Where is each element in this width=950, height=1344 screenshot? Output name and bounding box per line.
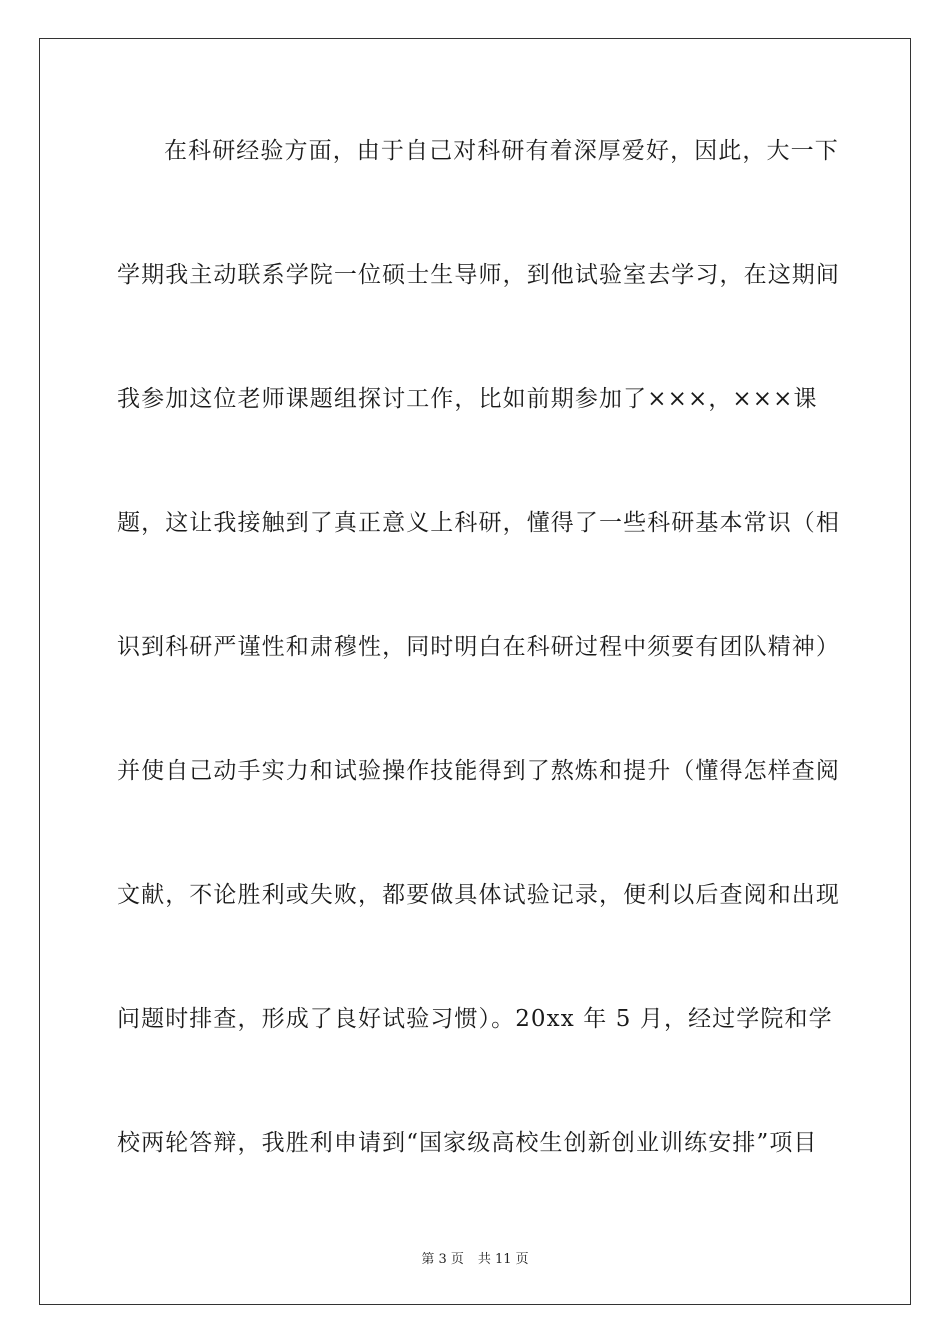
paragraph-line: 我参加这位老师课题组探讨工作，比如前期参加了×××，×××课 [117, 386, 818, 412]
paragraph-line: 学期我主动联系学院一位硕士生导师，到他试验室去学习，在这期间 [117, 262, 840, 288]
paragraph-line: 问题时排查，形成了良好试验习惯）。20xx 年 5 月，经过学院和学 [117, 1006, 833, 1032]
page-number: 第 3 页 [421, 1252, 464, 1267]
paragraph-line: 校两轮答辩，我胜利申请到“国家级高校生创新创业训练安排”项目 [117, 1130, 818, 1156]
paragraph-line: 题，这让我接触到了真正意义上科研，懂得了一些科研基本常识（相 [117, 510, 840, 536]
paragraph-line: 识到科研严谨性和肃穆性，同时明白在科研过程中须要有团队精神） [117, 634, 840, 660]
paragraph-line: 文献，不论胜利或失败，都要做具体试验记录，便利以后查阅和出现 [117, 882, 840, 908]
page-total: 共 11 页 [477, 1252, 529, 1267]
paragraph-line: 在科研经验方面，由于自己对科研有着深厚爱好，因此，大一下 [164, 138, 839, 164]
page-footer [0, 1248, 950, 1267]
paragraph-line: 并使自己动手实力和试验操作技能得到了熬炼和提升（懂得怎样查阅 [117, 758, 840, 784]
